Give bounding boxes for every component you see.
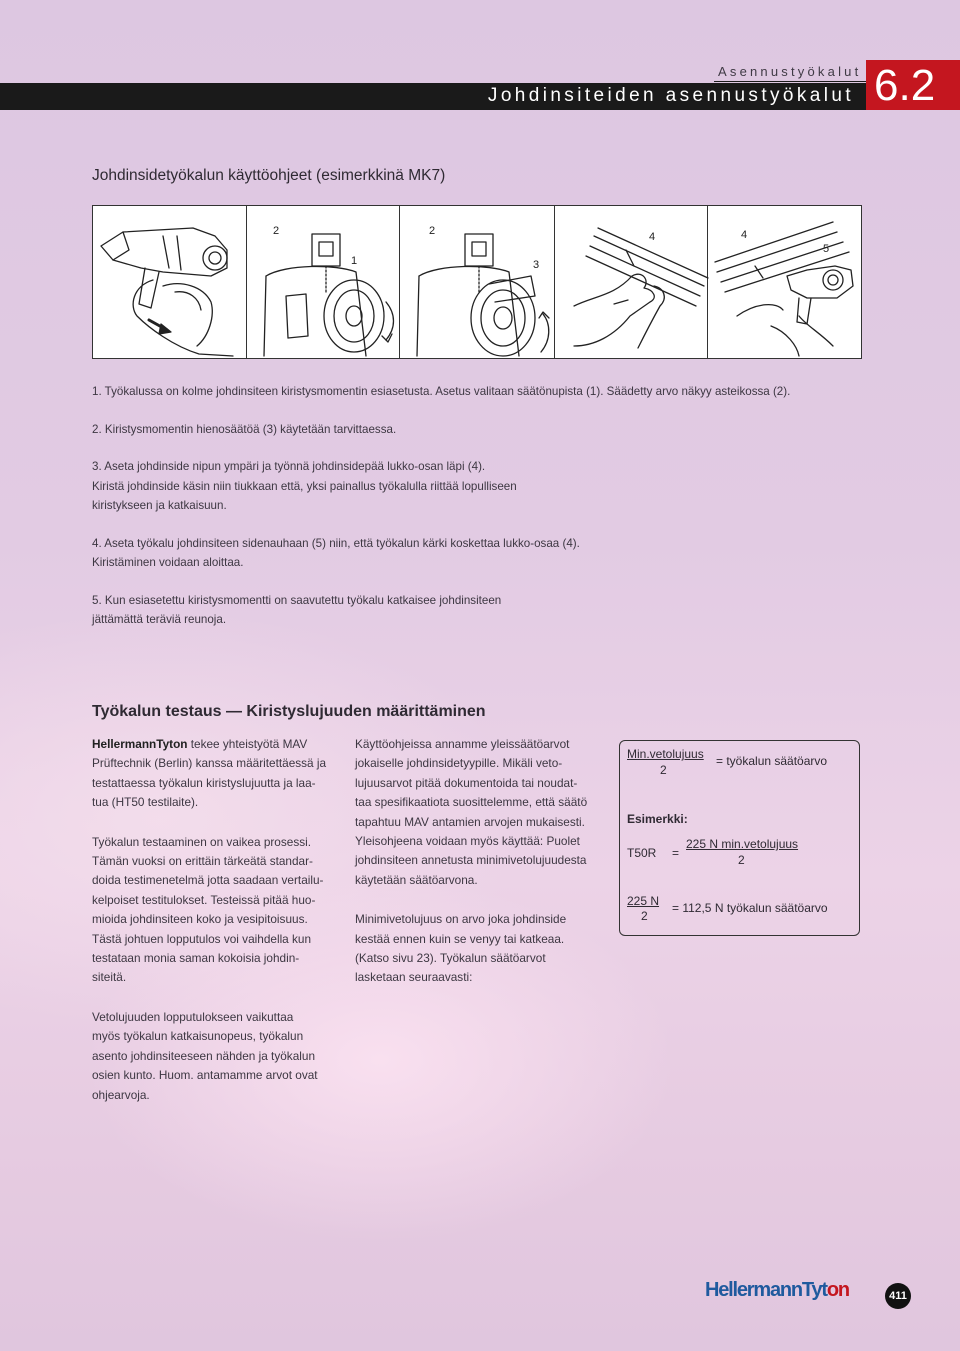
label-2b: 2: [429, 225, 436, 237]
col2-p1-line: jokaiselle johdinsidetyypille. Mikäli veto-: [355, 756, 563, 771]
col2-p2-line: lasketaan seuraavasti:: [355, 970, 473, 985]
col1-p2-line: mioida johdinsiteen koko ja vesipitoisuus.: [92, 912, 308, 927]
col1-p3-line: asento johdinsiteeseen nähden ja työkalun: [92, 1048, 316, 1063]
col2-p1-line: tapahtuu MAV antamien arvojen mukaisesti.: [355, 814, 585, 829]
formula1-numerator: Min.vetolujuus: [627, 747, 704, 761]
step-1: 1. Työkalussa on kolme johdinsiteen kiristysmomentin esiasetusta. Asetus valitaan säätönupista (1). Säädetty arvo näkyy asteikossa (2).: [92, 385, 791, 398]
col1-p1-line2: Prüftechnik (Berlin) kanssa määritettäessä ja: [92, 756, 327, 771]
col1-p3-line: ohjearvoja.: [92, 1087, 150, 1102]
step-4-line2: Kiristäminen voidaan aloittaa.: [92, 556, 244, 569]
instruction-illustration-strip: [92, 205, 862, 359]
col2-p1-line: Käyttöohjeissa annamme yleissäätöarvot: [355, 737, 570, 751]
label-2a: 2: [273, 225, 280, 237]
step-3-line3: kiristykseen ja katkaisuun.: [92, 499, 227, 512]
example-label: Esimerkki:: [627, 812, 688, 826]
col1-p2-line: Työkalun testaaminen on vaikea prosessi.: [92, 834, 312, 849]
col1-p2-line: Tästä johtuen lopputulos voi vaihdella kun: [92, 931, 312, 946]
col2-p2-line: Minimivetolujuus on arvo joka johdinside: [355, 912, 567, 927]
formula1-result: = työkalun säätöarvo: [716, 754, 828, 768]
logo-text-accent: on: [826, 1279, 849, 1301]
step-2: 2. Kiristysmomentin hienosäätöä (3) käytetään tarvittaessa.: [92, 422, 397, 436]
text-column-1: [92, 735, 342, 1123]
col1-p1-line3: testattaessa työkalun kiristyslujuutta ja laa-: [92, 775, 316, 790]
text-column-2: [355, 735, 615, 1006]
step-5-line2: jättämättä teräviä reunoja.: [92, 613, 227, 626]
bundle-hands-drawing: [574, 228, 708, 348]
col2-p1-line: käytetään säätöarvona.: [355, 872, 478, 887]
col2-p1-line: lujuusarvot pitää dokumentoida tai noudat-: [355, 775, 578, 790]
col1-p2-line: Tämän vuoksi on erittäin tärkeätä standar-: [92, 854, 313, 869]
col1-p3-line: osien kunto. Huom. antamamme arvot ovat: [92, 1068, 318, 1083]
illustration-drawings: [93, 206, 863, 360]
formula3-result: = 112,5 N työkalun säätöarvo: [672, 901, 828, 915]
col1-p1-line4: tua (HT50 testilaite).: [92, 795, 199, 810]
step-5: 5. Kun esiasetettu kiristysmomentti on saavutettu työkalu katkaisee johdinsiteen: [92, 593, 502, 607]
col1-p2-line: siteitä.: [92, 970, 127, 985]
knob-setting-drawing: [264, 234, 394, 356]
page-title: Johdinsiteiden asennustyökalut: [487, 85, 854, 106]
section-number-badge: [866, 60, 960, 110]
col2-p1-line: Yleisohjeena voidaan myös käyttää: Puolet: [355, 834, 580, 849]
header-bar: [0, 83, 866, 110]
section1-title: Johdinsidetyökalun käyttöohjeet (esimerkkinä MK7): [92, 167, 446, 184]
logo-text: HellermannTyt: [705, 1279, 827, 1301]
label-1: 1: [351, 255, 358, 267]
col1-p3-line: myös työkalun katkaisunopeus, työkalun: [92, 1029, 304, 1044]
formula2-numerator: 225 N min.vetolujuus: [686, 837, 799, 851]
formula2-equals: =: [672, 846, 680, 860]
chapter-label: Asennustyökalut: [718, 64, 862, 79]
page-number: 411: [885, 1283, 911, 1309]
col2-p2-line: (Katso sivu 23). Työkalun säätöarvot: [355, 951, 546, 966]
step-3-line2: Kiristä johdinside käsin niin tiukkaan että, yksi painallus työkalulla riittää lopulliseen: [92, 479, 517, 493]
header-rule: [714, 81, 866, 82]
tool-on-bundle-drawing: [715, 222, 853, 356]
section-number: 6.2: [874, 61, 936, 110]
formula1-denominator: 2: [660, 763, 667, 777]
col2-p1-line: taa spesifikaatiota suosittelemme, että säätö: [355, 795, 588, 810]
label-4b: 4: [741, 229, 748, 241]
label-5: 5: [823, 243, 830, 255]
formula3-denominator: 2: [641, 909, 648, 923]
label-3: 3: [533, 259, 540, 271]
step-3: 3. Aseta johdinside nipun ympäri ja työnnä johdinsidepää lukko-osan läpi (4).: [92, 460, 486, 473]
col2-p1-line: johdinsiteen annetusta minimivetolujuudesta: [355, 853, 587, 868]
label-4a: 4: [649, 231, 656, 243]
col2-p2-line: kestää ennen kuin se venyy tai katkeaa.: [355, 931, 565, 946]
formula3-numerator: 225 N: [627, 894, 660, 908]
col1-p1-line1: tekee yhteistyötä MAV: [187, 737, 308, 751]
tool-hand-drawing: [101, 228, 233, 356]
step-4: 4. Aseta työkalu johdinsiteen sidenauhaan (5) niin, että työkalun kärki koskettaa lukko-osaa (4).: [92, 536, 580, 550]
brand-name: HellermannTyton: [92, 737, 188, 751]
hellermanntyton-logo: [705, 1279, 849, 1302]
formula2-denominator: 2: [738, 853, 745, 867]
formula-box: [619, 740, 860, 936]
formula2-lhs: T50R: [627, 846, 657, 860]
col1-p2-line: doida testimenetelmä jotta saadaan vertailu-: [92, 873, 324, 888]
instruction-steps: [92, 382, 832, 648]
col1-p3-line: Vetolujuuden lopputulokseen vaikuttaa: [92, 1009, 294, 1024]
section2-title: Työkalun testaus — Kiristyslujuuden määrittäminen: [92, 703, 486, 720]
fine-adjust-drawing: [417, 234, 549, 356]
col1-p2-line: kelpoiset testitulokset. Testeissä pitää huo-: [92, 892, 316, 907]
col1-p2-line: testataan monia saman kokoisia johdin-: [92, 951, 300, 966]
